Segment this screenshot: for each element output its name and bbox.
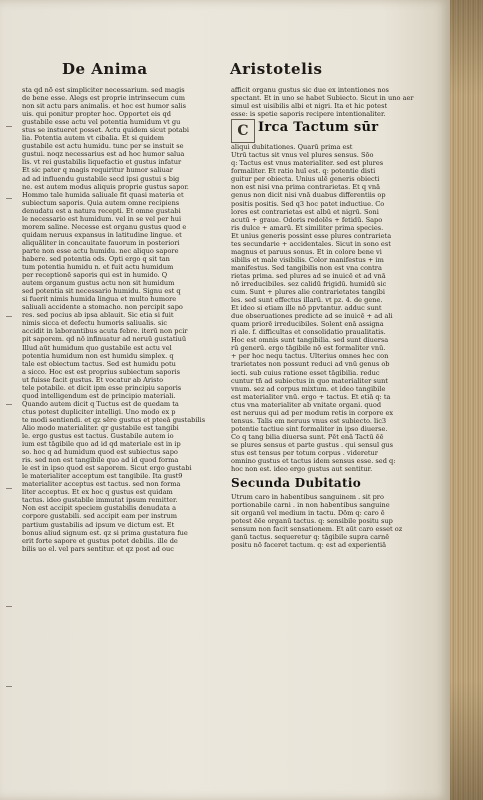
text-line: afficit organu gustus sic due ex intentiones nos (231, 86, 389, 94)
text-line: genus non dicit nisi vnā duabus differentiis op (231, 191, 386, 200)
right-text-column (231, 86, 427, 726)
text-line: rietas prima. sed plures ad se inuicē et ad vnā (231, 271, 386, 280)
text-line: tensus. Talis em neruus vnus est subiecto. lic3 (231, 416, 387, 425)
text-line: vnum. sez ad corpus mixtum. et ideo tangibile (231, 384, 386, 393)
section-1-block (231, 143, 427, 473)
text-line: so. hoc q ad humidum quod est subiectus sapo (22, 448, 178, 457)
text-line: sensum non facit sensationem. Et aūt caro esset oz (231, 525, 403, 534)
text-line: portionabile carni . in non habentibus sanguine (231, 501, 390, 510)
text-line: te modi sentiendi. et qz sēre gustus et pteeā gustabilis (22, 415, 206, 424)
margin-mark (6, 126, 12, 127)
text-line: sta qd nõ est simpliciter necessarium. sed magis (22, 86, 185, 94)
text-line: omnino gustus et tactus idem sensus esse. sed q: (231, 457, 396, 466)
text-line: formaliter. Et ratio huī est. q: potentie disti (231, 167, 376, 176)
text-line: Hommo tale humida saliuale fit quasi materia et (22, 190, 184, 199)
text-line: uis. qui ponitur propter hoc. Opportet eis qd (22, 110, 171, 119)
text-line: le necessario est humidum. vel in se vel per hui (22, 214, 182, 223)
text-line: bilis uo el. vel pars sentitur. et qz post ad ouc (22, 544, 174, 553)
text-line: ut fuisse facit gustus. Et vocatur ab Aristo (22, 375, 164, 384)
margin-mark (6, 488, 12, 489)
text-line: quod intelligendum est de principio materiali. (22, 391, 176, 400)
text-line: potentia humidum non est humidu simplex. q (22, 351, 174, 360)
text-line: gustabile esse actu vel potentia humidum vt gu (22, 118, 181, 127)
text-line: simul est uisibilis albi et nigri. Ita et hic potest (231, 102, 388, 111)
text-line: Et ideo si etiam ille nō ppvtantur. adduc sunt (231, 304, 382, 313)
margin-mark (6, 316, 12, 317)
margin-mark (6, 606, 12, 607)
text-line: aliqui dubitationes. Quarū prima est (231, 143, 353, 152)
text-line: saliuali accidente a stomacho. non percipit sapo (22, 303, 183, 312)
text-line: stus est tensus per totum corpus . videretur (231, 448, 378, 457)
text-line: spectant. Et in uno se habet Subiecto. Sicut in uno aer (231, 94, 414, 103)
text-line: manifestus. Sed tangibilis non est vna contra (231, 263, 382, 272)
text-line: Et unius generis possint esse plures contrarieta (231, 231, 392, 240)
text-line: due obseruationes predicte ad se inuicē + ad ali (231, 312, 393, 321)
left-text-column (22, 86, 218, 786)
text-line: pit saporem. qd nō infinuatur ad neruū gustatiuū (22, 335, 187, 344)
text-line: stus se instueret posset. Actu quidem sicut potabi (22, 126, 189, 135)
section-2-block (231, 493, 427, 549)
text-line: denudatu est a natura recepti. Et omne gustabi (22, 206, 181, 215)
margin-mark (6, 198, 12, 199)
text-line: tum potentia humidu n. et fuit actu humidum (22, 263, 174, 272)
text-line: cuntur tñ ad subiectus in quo materialiter sunt (231, 376, 388, 385)
text-line: iecti. sub cuius ratione esset tāgibilia. reduc (231, 368, 380, 377)
running-head-right: Aristotelis (230, 60, 323, 78)
right-intro-block (231, 86, 427, 118)
text-line: sibilis et male visibilis. Color manifestus + im (231, 255, 384, 264)
text-line: q: Tactus est vnus materialiter. sed est plures (231, 159, 384, 168)
text-line: quam priorē irreducibiles. Solent enā assigna (231, 320, 384, 329)
text-line: a sicco. Hoc est est proprius subiectum saporis (22, 367, 181, 376)
text-line: se plures sensus et parte gustus . qui sensul gus (231, 440, 394, 449)
text-line: nō irreducibiles. sez calidū frigidū. humidū sic (231, 279, 387, 288)
text-line: lores est contrarietas est albū et nigrū. Soni (231, 207, 379, 216)
text-line: potest ēēe organū tactus. q: sensibile positu sup (231, 517, 393, 526)
text-line: cum. Sunt + plures alie contrarietates tangibi (231, 288, 385, 297)
text-line: acutū + graue. Odoris redolēs + fetidū. Sapo (231, 215, 383, 224)
text-line: Hoc est omnis sunt tangibilia. sed sunt diuersa (231, 336, 389, 345)
section-heading-1 (231, 118, 427, 143)
heading-tactum: Irca Tactum sūr (258, 120, 379, 136)
text-line: aliquāliter in concauitate fauorum in posteriori (22, 238, 180, 247)
text-line: rū generū. ergo tāgibile nō est formaliter vnū. (231, 344, 386, 353)
text-line: potentie tactiue sint formaliter in ipso diuerse. (231, 424, 388, 433)
text-line: partium gustabilis ad ipsum ve dictum est. Et (22, 520, 175, 529)
text-line: ium est tāgibile quo ad id qd materiale est in ip (22, 440, 181, 449)
text-line: non est nisi vna prima contrarietas. Et q vnā (231, 183, 381, 192)
text-line: res. sed pocius ab ipsa ablauit. Sic etia si fuit (22, 311, 174, 320)
text-line: non sit actu pars animalis. et hoc est humor salis (22, 102, 187, 111)
text-line: esse: is spetie saporis recipere intentionaliter. (231, 110, 386, 119)
text-line: positis positis. Sed q3 hoc patet inductiue. Co (231, 199, 385, 208)
text-line: ganū tactus. sequeretur q: tāgibile supra carnē (231, 533, 390, 542)
text-line: ne. est autem modus aliquis proprie gustus sapor. (22, 182, 189, 191)
text-line: sed potentia sit necessario humidu. Signu est q (22, 287, 181, 296)
text-line: tale est obiectum tactus. Sed est humidu potu (22, 359, 176, 368)
text-line: morem saline. Necesse est organu gustus quod e (22, 222, 187, 231)
text-line: le est in ipso quod est saporem. Sicut ergo gustabi (22, 464, 192, 473)
text-line: quidam neruus expansus in latitudine lingue. et (22, 230, 182, 239)
text-line: parte non esse actu humidu. nec aliquo sapore (22, 246, 179, 255)
text-line: per receptionē saporis qui est in humido. Q (22, 271, 168, 280)
text-line: Alio modo materialiter. qr gustabile est tangibi (22, 423, 179, 432)
text-line: hoc non est. ideo ergo gustus aut sentitur. (231, 465, 373, 474)
text-line: liter acceptus. Et ex hoc q gustus est quidam (22, 488, 173, 497)
text-line: accidit in laborantibus acuta febre. iterū non pcir (22, 327, 188, 336)
text-line: Utrū tactus sit vnus vel plures sensus. Sōo (231, 151, 374, 160)
book-fore-edge (450, 0, 483, 800)
text-line: tes secundarie + accidentales. Sicut in sono est (231, 239, 391, 248)
text-line: est materialiter vnū. ergo + tactus. Et etiā q: ta (231, 392, 391, 401)
text-line: tele potabile. et dicit ipm esse principiu saporis (22, 383, 182, 392)
text-line: si fuerit nimis humida lingua et multo humore (22, 295, 177, 304)
text-line: le. ergo gustus est tactus. Gustabile autem io (22, 432, 174, 441)
heading-secunda-dubitatio: Secunda Dubitatio (231, 476, 362, 491)
text-line: corpore gustabili. sed accipit eam per instrum (22, 512, 178, 521)
text-line: Co q tang bilia diuersa sunt. Pēt enā Tactū ēē (231, 432, 384, 441)
text-line: gustabile est actu humidu. tunc per se instuit se (22, 142, 184, 151)
text-line: ad ad influendu gustabile secd ipsi gustui s big (22, 174, 180, 183)
text-line: Non est accipit speciem gustabilis denudata a (22, 504, 177, 513)
text-line: sit organū vel medium in tactu. Dōm q: caro ē (231, 509, 385, 518)
text-line: subiectum saporis. Quia autem omne recipiens (22, 198, 180, 207)
text-line: Et sic pater q magis requiritur humor saliuar (22, 166, 173, 175)
text-line: habere. sed potentia ods. Opti ergo q sit tan (22, 254, 170, 263)
text-line: tactus. ideo gustabile immutat ipsum remitter. (22, 496, 178, 505)
text-line: trarietates non possunt reduci ad vnū genus ob (231, 360, 390, 369)
text-line: ctus potest dupliciter intelligi. Uno modo ex p (22, 407, 176, 416)
text-line: les. sed sunt effectus illarū. vt pz. 4. de gene. (231, 296, 383, 305)
margin-marks (6, 86, 16, 726)
text-line: ris. sed non est tangibile quo ad id quod forma (22, 456, 179, 465)
text-line: Illud aūt humidum quo gustabile est actu vel (22, 343, 172, 352)
text-line: positu nō faceret tactum. q: est ad experientiā (231, 541, 387, 550)
text-line: + per hoc nequ tactus. Ulterius omnes hec con (231, 352, 389, 361)
text-line: est neruus qui ad per modum retis in corpore ex (231, 408, 394, 417)
text-line: de bene esse. Alegs est proprie intrinsecum cum (22, 94, 185, 103)
text-line: autem organum gustus actu non sit humidum (22, 279, 175, 288)
text-line: ris dulce + amarū. Et similiter prima species. (231, 223, 384, 232)
text-line: ri ale. f. difficultas et consolidatio praualitatis. (231, 328, 386, 337)
text-line: magnus et paruus sonus. Et in colore bene vi (231, 247, 382, 256)
margin-mark (6, 404, 12, 405)
text-line: nimis sicca et defectu humoris saliualis. sic (22, 319, 168, 328)
text-line: materialiter acceptus est tactus. sed non forma (22, 480, 181, 489)
drop-cap: C (231, 119, 255, 143)
fore-edge-shading (450, 0, 483, 800)
text-line: ctus vna materialiter ab vnitate organi. quod (231, 400, 382, 409)
margin-mark (6, 686, 12, 687)
text-line: guitur per obiecta. Unius ulē generis obiecti (231, 175, 380, 184)
text-line: bonus aliud signum est. qz si prima gustatura fue (22, 528, 188, 537)
text-line: gustui. noqz necessarius est ad hoc humor salua (22, 150, 185, 159)
text-line: lis. vt rei gustabilis liquefactio et gustus infatur (22, 158, 182, 167)
text-line: le materialiter acceptum est tangibile. Ita gust9 (22, 472, 183, 481)
running-head-left: De Anima (62, 60, 148, 78)
text-line: erit forte sapore et gustus potet debilis. ille de (22, 536, 178, 545)
text-line: Quando autem dicit q Tuctus est de quedam ta (22, 399, 179, 408)
text-line: Utrum caro in habentibus sanguinem . sit pro (231, 493, 384, 502)
text-line: lia. Potentia autem vt cibalia. Et si quidem (22, 134, 165, 143)
